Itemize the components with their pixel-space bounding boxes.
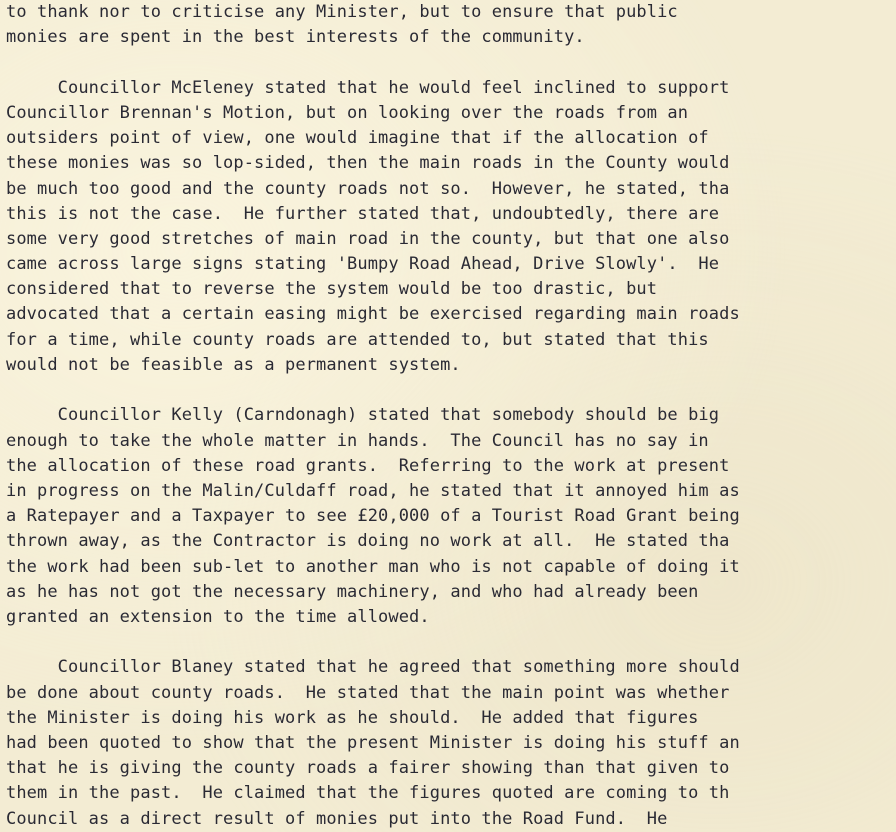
text-line: thrown away, as the Contractor is doing no work at all. He stated tha (6, 531, 730, 552)
paragraph-gap (6, 50, 896, 75)
text-line: these monies was so lop-sided, then the main roads in the County would (6, 153, 730, 174)
text-line: this is not the case. He further stated that, undoubtedly, there are (6, 203, 720, 224)
text-line: some very good stretches of main road in the county, but that one also (6, 228, 730, 249)
text-line: Councillor Kelly (Carndonagh) stated that somebody should be big (6, 405, 720, 426)
paragraph-gap (6, 378, 896, 403)
text-line: the work had been sub-let to another man who is not capable of doing it (6, 556, 740, 577)
text-line: be much too good and the county roads not so. However, he stated, tha (6, 178, 730, 199)
paragraph (6, 0, 896, 50)
text-line: as he has not got the necessary machinery, and who had already been (6, 581, 699, 602)
text-line: Councillor McEleney stated that he would feel inclined to support (6, 77, 730, 98)
text-line: enough to take the whole matter in hands. The Council has no say in (6, 430, 709, 451)
text-line: them in the past. He claimed that the figures quoted are coming to th (6, 783, 730, 804)
paragraph (6, 655, 896, 831)
text-line: in progress on the Malin/Culdaff road, he stated that it annoyed him as (6, 480, 740, 501)
text-line: Councillor Brennan's Motion, but on looking over the roads from an (6, 102, 689, 123)
text-line: the Minister is doing his work as he should. He added that figures (6, 707, 699, 728)
text-line: be done about county roads. He stated that the main point was whether (6, 682, 730, 703)
text-line: to thank nor to criticise any Minister, but to ensure that public (6, 2, 678, 22)
text-line: would not be feasible as a permanent system. (6, 354, 461, 375)
text-line: a Ratepayer and a Taxpayer to see £20,000 of a Tourist Road Grant being (6, 506, 740, 527)
text-line: advocated that a certain easing might be exercised regarding main roads (6, 304, 740, 325)
text-line: Councillor Blaney stated that he agreed that something more should (6, 657, 740, 678)
text-line: for a time, while county roads are attended to, but stated that this (6, 329, 709, 350)
text-line: had been quoted to show that the present Minister is doing his stuff an (6, 733, 740, 754)
text-line: granted an extension to the time allowed. (6, 606, 430, 627)
text-line: considered that to reverse the system would be too drastic, but (6, 279, 658, 300)
text-line: the allocation of these road grants. Referring to the work at present (6, 455, 730, 476)
paragraph-gap (6, 630, 896, 655)
text-line: came across large signs stating 'Bumpy Road Ahead, Drive Slowly'. He (6, 254, 720, 275)
paragraph (6, 76, 896, 378)
text-line: that he is giving the county roads a fairer showing than that given to (6, 758, 730, 779)
text-line: Council as a direct result of monies put into the Road Fund. He (6, 808, 668, 829)
text-line: outsiders point of view, one would imagine that if the allocation of (6, 128, 709, 149)
text-line: monies are spent in the best interests of the community. (6, 27, 585, 48)
paragraph (6, 403, 896, 630)
typewritten-document (6, 0, 896, 832)
